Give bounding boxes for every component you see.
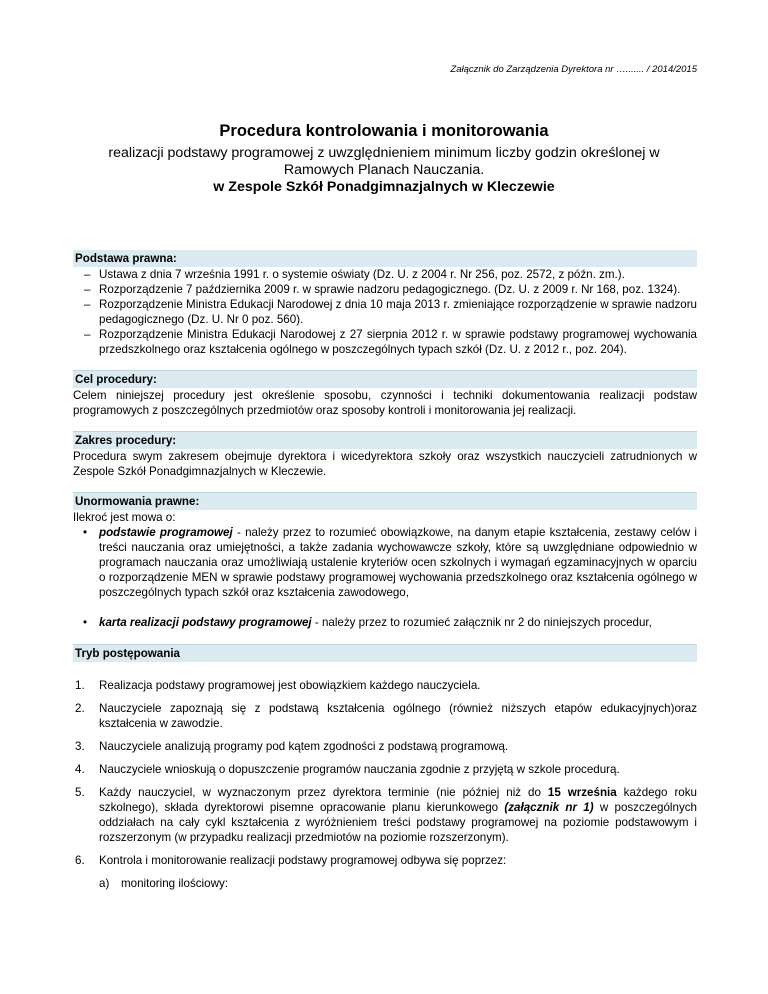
section-heading-procedure: Tryb postępowania bbox=[73, 644, 697, 662]
definition-text: - należy przez to rozumieć załącznik nr 2 do niniejszych procedur, bbox=[311, 616, 652, 629]
list-item: 2. Nauczyciele zapoznają się z podstawą kształcenia ogólnego (również niższych etapów edukacyjnych)oraz kształcenia w zawodzie. bbox=[75, 702, 697, 730]
list-item bbox=[73, 615, 697, 630]
definition-term: karta realizacji podstawy programowej bbox=[99, 616, 312, 629]
section-heading-legal-basis: Podstawa prawna: bbox=[73, 250, 697, 267]
definitions-intro: Ilekroć jest mowa o: bbox=[73, 511, 176, 524]
list-item: 6. Kontrola i monitorowanie realizacji podstawy programowej odbywa się poprzez: bbox=[75, 854, 507, 867]
step-number: 4. bbox=[75, 763, 85, 776]
list-item: 5. Każdy nauczyciel, w wyznaczonym przez dyrektora terminie (nie później niż do 15 września każdego roku szkolnego), składa dyrektorowi pisemne opracowanie planu kierunkowego (załącznik nr 1) w poszczególnych oddziałach na cały cykl kształcenia z wyróżnieniem treści podstawy programowej na poziomie podstawowym i rozszerzonym (w przypadku realizacji przedmiotów na poziomie rozszerzonym). bbox=[75, 786, 698, 844]
attachment-note: Załącznik do Zarządzenia Dyrektora nr …....... / 2014/2015 bbox=[450, 64, 697, 75]
dash-bullet: – bbox=[84, 283, 91, 296]
list-item bbox=[73, 525, 697, 600]
section-heading-goal: Cel procedury: bbox=[73, 370, 697, 388]
list-spacer bbox=[73, 600, 697, 615]
document-content bbox=[73, 250, 697, 891]
list-item: 3. Nauczyciele analizują programy pod kątem zgodności z podstawą programową. bbox=[75, 740, 509, 753]
title-block bbox=[74, 121, 694, 196]
step-number: 6. bbox=[75, 854, 85, 867]
step-number: 5. bbox=[75, 786, 85, 799]
document-subtitle: realizacji podstawy programowej z uwzględnieniem minimum liczby godzin określonej w Ramowych Planach Nauczania. bbox=[108, 145, 660, 178]
list-item: 1. Realizacja podstawy programowej jest obowiązkiem każdego nauczyciela. bbox=[75, 679, 481, 692]
legal-basis-list bbox=[73, 267, 697, 357]
step-number: 1. bbox=[75, 679, 85, 692]
list-item: – Rozporządzenie Ministra Edukacji Narodowej z 27 sierpnia 2012 r. w sprawie podstawy programowej wychowania przedszkolnego oraz kształcenia ogólnego w poszczególnych typach szkół (Dz. U. z 2012 r., poz. 204). bbox=[84, 328, 697, 356]
scope-text: Procedura swym zakresem obejmuje dyrektora i wicedyrektora szkoły oraz wszystkich nauczycieli zatrudnionych w Zespole Szkół Ponadgimnazjalnych w Kleczewie. bbox=[73, 450, 697, 478]
list-item: – Rozporządzenie Ministra Edukacji Narodowej z dnia 10 maja 2013 r. zmieniające rozporządzenie w sprawie nadzoru pedagogicznego (Dz. U. Nr 0 poz. 560). bbox=[84, 298, 697, 326]
section-heading-scope: Zakres procedury: bbox=[73, 431, 697, 449]
dash-bullet: – bbox=[84, 328, 91, 341]
list-item: – Rozporządzenie 7 października 2009 r. w sprawie nadzoru pedagogicznego. (Dz. U. z 2009 r. Nr 168, poz. 1324). bbox=[84, 283, 681, 296]
definition-term: podstawie programowej bbox=[99, 526, 233, 539]
section-heading-definitions: Unormowania prawne: bbox=[73, 492, 697, 510]
bullet-dot: • bbox=[83, 616, 88, 629]
step-number: 2. bbox=[75, 702, 85, 715]
goal-text: Celem niniejszej procedury jest określenie sposobu, czynności i techniki dokumentowania realizacji podstaw programowych z poszczególnych przedmiotów oraz sposoby kontroli i monitorowania jej realizacji. bbox=[73, 389, 697, 417]
definition-text: - należy przez to rozumieć obowiązkowe, na danym etapie kształcenia, zestawy celów i treści nauczania oraz umiejętności, a także zadania wychowawcze szkoły, które są uwzględniane odpowiednio w programach nauczania oraz umożliwiają ustalenie kryteriów ocen szkolnych i wymagań egzaminacyjnych w oparciu o rozporządzenie MEN w sprawie podstawy programowej wychowania przedszkolnego oraz kształcenia ogólnego w poszczególnych typach szkół oraz kształcenia zawodowego, bbox=[99, 526, 697, 599]
sub-list-item: a) monitoring ilościowy: bbox=[99, 877, 228, 890]
procedure-steps bbox=[73, 678, 697, 868]
sub-item-letter: a) bbox=[99, 877, 110, 890]
dash-bullet: – bbox=[84, 268, 91, 281]
definitions-list bbox=[73, 525, 697, 630]
list-item: 4. Nauczyciele wnioskują o dopuszczenie programów nauczania zgodnie z przyjętą w szkole procedurą. bbox=[75, 763, 620, 776]
step-number: 3. bbox=[75, 740, 85, 753]
school-name: w Zespole Szkół Ponadgimnazjalnych w Kleczewie bbox=[213, 179, 555, 195]
list-item: – Ustawa z dnia 7 września 1991 r. o systemie oświaty (Dz. U. z 2004 r. Nr 256, poz. 2572, z późn. zm.). bbox=[84, 268, 625, 281]
bullet-dot: • bbox=[83, 526, 88, 539]
dash-bullet: – bbox=[84, 298, 91, 311]
document-title: Procedura kontrolowania i monitorowania bbox=[219, 122, 549, 140]
